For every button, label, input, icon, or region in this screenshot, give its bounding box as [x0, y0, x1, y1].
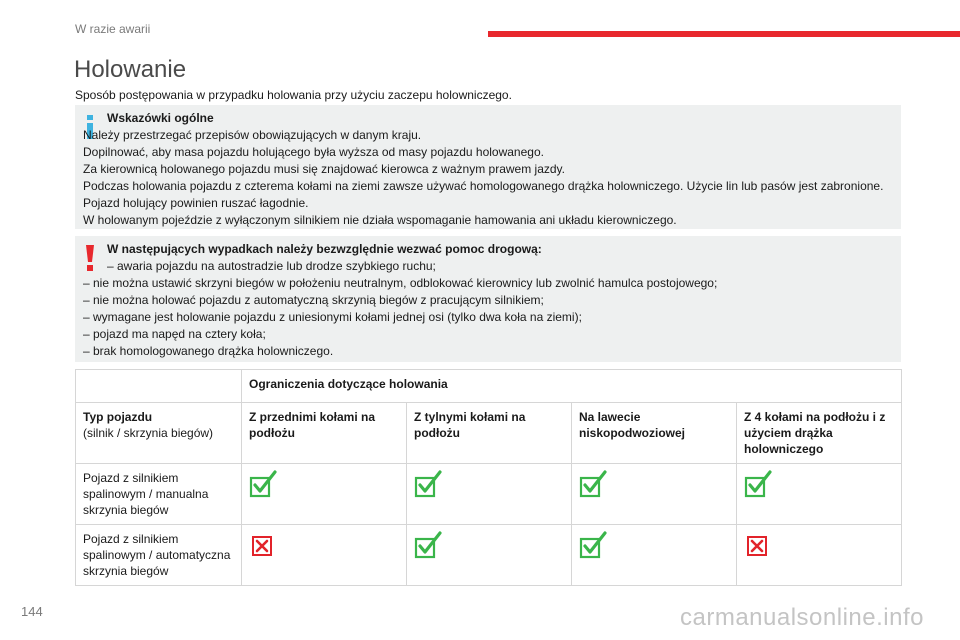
info-line: Za kierownicą holowanego pojazdu musi się znajdować kierowca z ważnym prawem jazdy. — [83, 162, 565, 176]
check-icon — [414, 470, 442, 498]
check-icon — [579, 531, 607, 559]
cross-icon — [249, 531, 277, 559]
info-line: W holowanym pojeździe z wyłączonym silnikiem nie działa wspomaganie hamowania ani układu kierowniczego. — [83, 213, 677, 227]
intro-text: Sposób postępowania w przypadku holowania przy użyciu zaczepu holowniczego. — [75, 88, 512, 102]
status-cell — [407, 464, 572, 525]
info-heading: Wskazówki ogólne — [107, 111, 214, 125]
status-cell — [737, 525, 902, 586]
check-icon — [744, 470, 772, 498]
warning-box — [75, 236, 901, 362]
section-label: W razie awarii — [75, 22, 151, 36]
status-cell — [572, 525, 737, 586]
warning-icon — [84, 245, 96, 271]
cross-icon — [744, 531, 772, 559]
warning-line: – awaria pojazdu na autostradzie lub drodze szybkiego ruchu; — [107, 259, 436, 273]
column-header: Z 4 kołami na podłożu i z użyciem drążka holowniczego — [737, 403, 902, 464]
page-title: Holowanie — [74, 56, 187, 83]
check-icon — [414, 531, 442, 559]
info-line: Podczas holowania pojazdu z czterema kołami na ziemi zawsze używać homologowanego drążka holowniczego. Użycie lin lub pasów jest zabronione. — [83, 179, 884, 193]
page-number: 144 — [21, 604, 43, 619]
status-cell — [242, 525, 407, 586]
row-header-title: Typ pojazdu — [83, 410, 153, 424]
warning-line: – brak homologowanego drążka holowniczego. — [83, 344, 334, 358]
row-label: Pojazd z silnikiem spalinowym / manualna skrzynia biegów — [76, 464, 242, 525]
table-header-row — [76, 403, 902, 464]
table-row — [76, 464, 902, 525]
warning-line: – wymagane jest holowanie pojazdu z uniesionymi kołami jednej osi (tylko dwa koła na ziemi); — [83, 310, 582, 324]
info-line: Należy przestrzegać przepisów obowiązujących w danym kraju. — [83, 128, 422, 142]
column-header: Na lawecie niskopodwoziowej — [572, 403, 737, 464]
table-group-header: Ograniczenia dotyczące holowania — [242, 370, 902, 403]
status-cell — [242, 464, 407, 525]
watermark: carmanualsonline.info — [680, 604, 924, 631]
check-icon — [249, 470, 277, 498]
warning-line: – pojazd ma napęd na cztery koła; — [83, 327, 266, 341]
row-label: Pojazd z silnikiem spalinowym / automatyczna skrzynia biegów — [76, 525, 242, 586]
info-line: Pojazd holujący powinien ruszać łagodnie. — [83, 196, 309, 210]
towing-table — [75, 369, 902, 586]
warning-line: – nie można holować pojazdu z automatyczną skrzynią biegów z pracującym silnikiem; — [83, 293, 544, 307]
row-header-subtitle: (silnik / skrzynia biegów) — [83, 426, 214, 440]
warning-heading: W następujących wypadkach należy bezwzględnie wezwać pomoc drogową: — [107, 242, 542, 256]
info-line: Dopilnować, aby masa pojazdu holującego była wyższa od masy pojazdu holowanego. — [83, 145, 544, 159]
status-cell — [737, 464, 902, 525]
warning-line: – nie można ustawić skrzyni biegów w położeniu neutralnym, odblokować kierownicy lub zwolnić hamulca postojowego; — [83, 276, 718, 290]
table-group-header-row — [76, 370, 902, 403]
status-cell — [572, 464, 737, 525]
section-accent-bar — [488, 31, 960, 37]
table-empty-cell — [76, 370, 242, 403]
info-box — [75, 105, 901, 229]
row-header-cell — [76, 403, 242, 464]
status-cell — [407, 525, 572, 586]
column-header: Z tylnymi kołami na podłożu — [407, 403, 572, 464]
column-header: Z przednimi kołami na podłożu — [242, 403, 407, 464]
check-icon — [579, 470, 607, 498]
table-row — [76, 525, 902, 586]
